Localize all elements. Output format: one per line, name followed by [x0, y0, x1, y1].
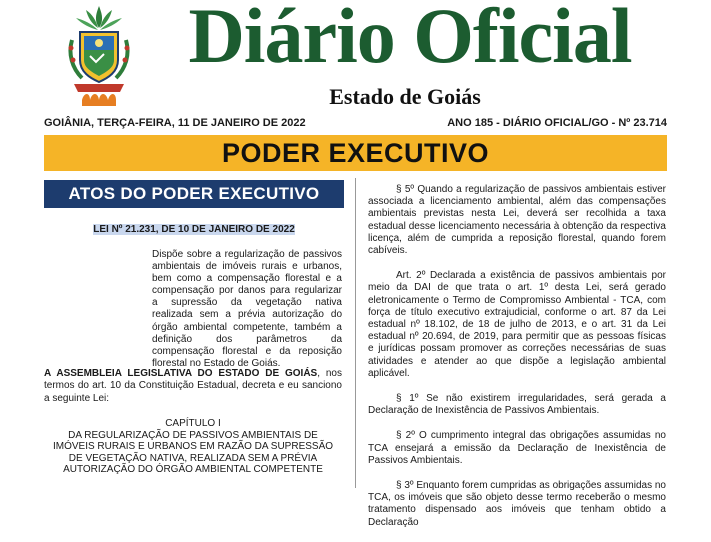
paragraph: § 2º O cumprimento integral das obrigações assumidas no TCA ensejará a emissão da Declaração de Inexistência de Passivos Ambientais.: [368, 430, 666, 466]
paragraph: § 1º Se não existirem irregularidades, será gerada a Declaração de Inexistência de Passivos Ambientais.: [368, 393, 666, 417]
section-banner: PODER EXECUTIVO: [44, 135, 667, 171]
section-heading: ATOS DO PODER EXECUTIVO: [44, 180, 344, 208]
chapter-line: DE VEGETAÇÃO NATIVA, REALIZADA SEM A PRÉVIA: [68, 452, 318, 464]
masthead: [0, 0, 711, 116]
paragraph: Art. 2º Declarada a existência de passivos ambientais por meio da DAI de que trata o art. 1º desta Lei, será gerado eletronicamente o Termo de Compromisso Ambiental - TCA, com força de título executivo extrajudicial, conforme o art. 87 da Lei estadual nº 18.102, de 18 de julho de 2013, e o art. 31 da Lei estadual nº 20.694, de 2019, para permitir que as pessoas físicas e jurídicas possam promover as correções necessárias de suas atividades e atender ao que dispõe a legislação ambiental aplicável.: [368, 270, 666, 379]
right-column: [368, 184, 666, 542]
paragraph: § 5º Quando a regularização de passivos ambientais estiver associada a licenciamento ambiental, além das compensações ambientais previstas nesta Lei, deverá ser recolhida a taxa estadual desse licenciamento necessária à obtenção da respectiva licença, além de cumprida a reposição florestal, quando forem cabíveis.: [368, 184, 666, 257]
coat-of-arms-icon: [66, 4, 132, 108]
chapter-line: DA REGULARIZAÇÃO DE PASSIVOS AMBIENTAIS DE: [68, 429, 318, 441]
newspaper-subtitle: Estado de Goiás: [329, 84, 481, 109]
issue-number: ANO 185 - DIÁRIO OFICIAL/GO - Nº 23.714: [447, 117, 667, 129]
law-title: [44, 224, 344, 235]
paragraph: § 3º Enquanto forem cumpridas as obrigações assumidas no TCA, os imóveis que são objeto desse termo receberão o mesmo tratamento dispensado aos imóveis que tenham obtido a Declaração: [368, 480, 666, 528]
chapter-number: CAPÍTULO I: [165, 418, 221, 429]
law-ementa: Dispõe sobre a regularização de passivos ambientais de imóveis rurais e urbanos, bem como a compensação florestal e a compensação por danos para regularizar a supressão da vegetação nativa realizada sem a prévia autorização do órgão ambiental competente, também a definição dos parâmetros da compensação florestal e da reposição florestal no Estado de Goiás.: [152, 249, 342, 369]
column-divider: [355, 178, 356, 488]
preamble-rest: , nos termos do art. 10 da Constituição Estadual, decreta e eu sanciono a seguinte Lei:: [44, 368, 342, 404]
dateline: GOIÂNIA, TERÇA-FEIRA, 11 DE JANEIRO DE 2022: [44, 117, 306, 129]
chapter-line: IMÓVEIS RURAIS E URBANOS EM RAZÃO DA SUPRESSÃO: [52, 441, 334, 453]
preamble-caps: A ASSEMBLEIA LEGISLATIVA DO ESTADO DE GOIÁS: [44, 368, 318, 379]
law-title-text: LEI Nº 21.231, DE 10 DE JANEIRO DE 2022: [93, 224, 295, 235]
chapter-line: AUTORIZAÇÃO DO ÓRGÃO AMBIENTAL COMPETENTE: [63, 464, 323, 476]
chapter-heading: [44, 418, 342, 476]
newspaper-title: Diário Oficial: [188, 0, 632, 79]
law-preamble: [44, 368, 342, 405]
